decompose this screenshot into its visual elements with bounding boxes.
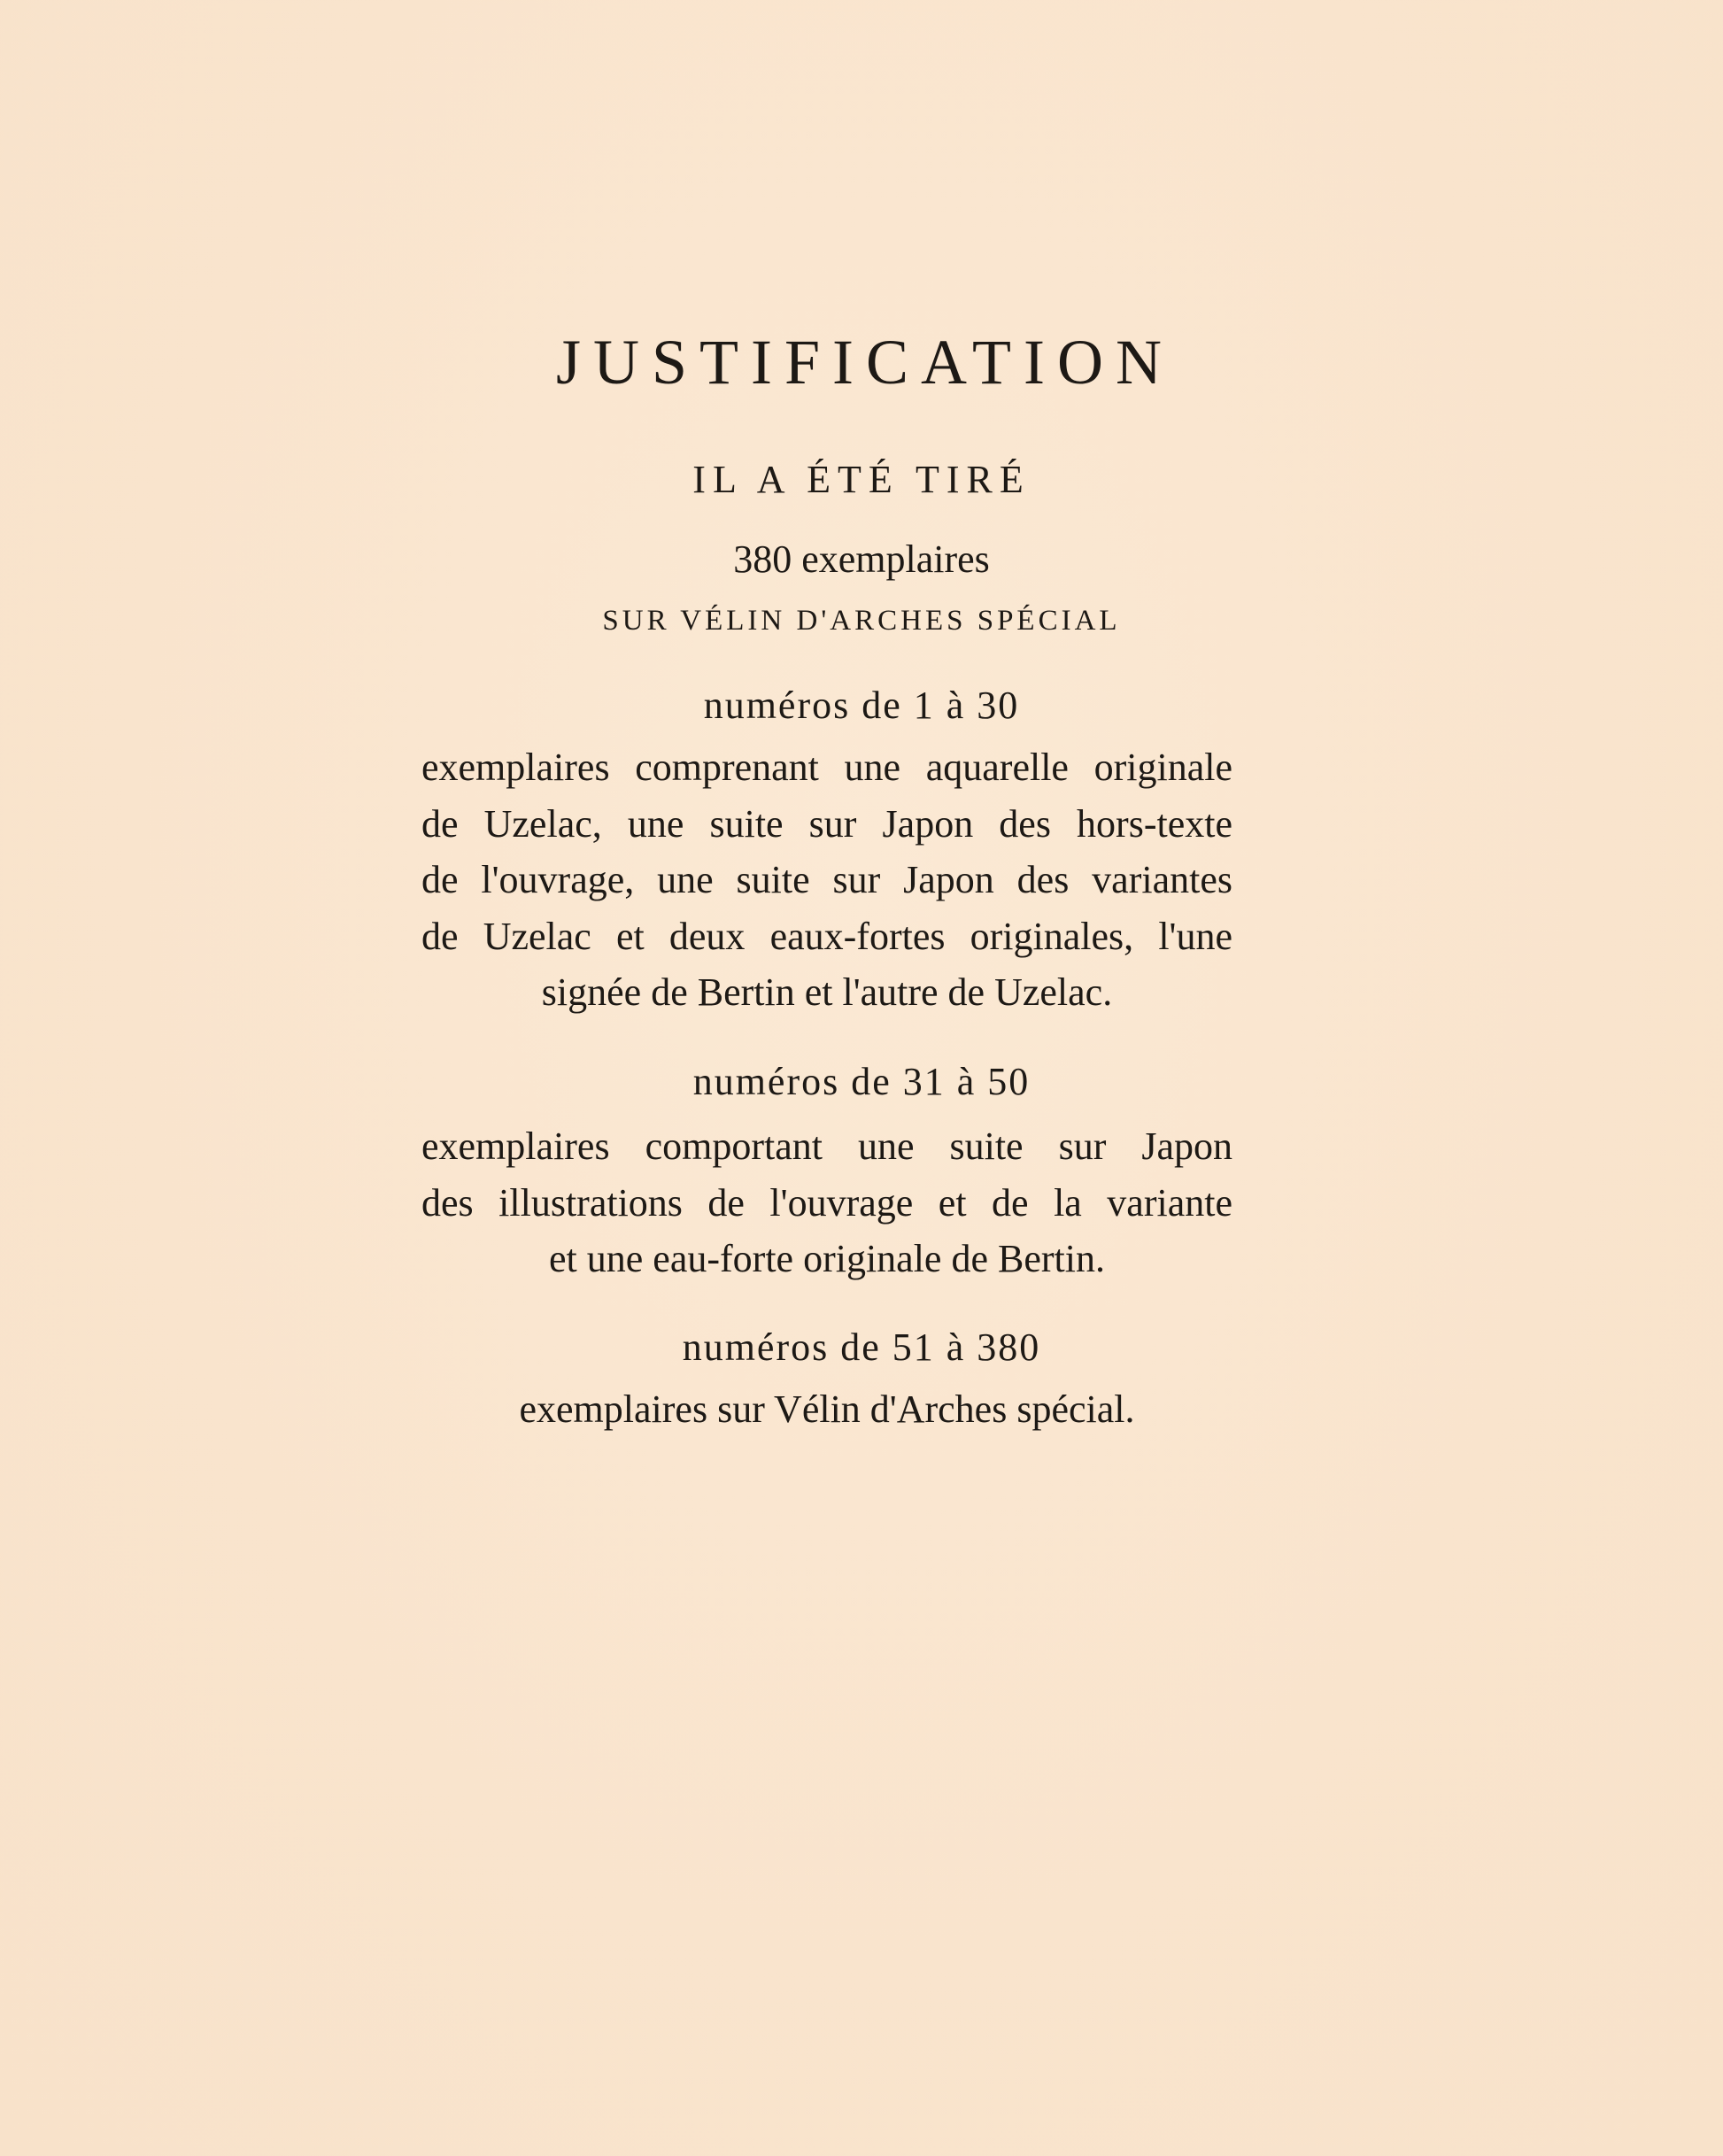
section-range: numéros de 51 à 380 bbox=[682, 1325, 1041, 1369]
section-range: numéros de 31 à 50 bbox=[692, 1060, 1031, 1103]
page-title: JUSTIFICATION bbox=[555, 327, 1175, 398]
section-description bbox=[421, 1381, 1232, 1438]
section-description bbox=[421, 739, 1232, 1021]
section-range: numéros de 1 à 30 bbox=[703, 684, 1020, 727]
description-line: de l'ouvrage, une suite sur Japon des variantes bbox=[421, 858, 1232, 901]
description-line: de Uzelac et deux eaux-fortes originales, l'une bbox=[421, 914, 1232, 958]
total-copies: 380 exemplaires bbox=[733, 537, 990, 581]
section-description bbox=[421, 1118, 1232, 1287]
description-line: exemplaires comprenant une aquarelle originale bbox=[421, 746, 1232, 789]
description-line: signée de Bertin et l'autre de Uzelac. bbox=[541, 970, 1113, 1014]
description-line: exemplaires sur Vélin d'Arches spécial. bbox=[519, 1387, 1135, 1431]
paper-type: SUR VÉLIN D'ARCHES SPÉCIAL bbox=[602, 605, 1121, 637]
print-run-heading: IL A ÉTÉ TIRÉ bbox=[692, 458, 1031, 501]
description-line: exemplaires comportant une suite sur Japon bbox=[421, 1124, 1232, 1168]
description-line: des illustrations de l'ouvrage et de la variante bbox=[421, 1180, 1232, 1225]
description-line: de Uzelac, une suite sur Japon des hors-texte bbox=[421, 801, 1232, 846]
description-line: et une eau-forte originale de Bertin. bbox=[549, 1237, 1105, 1280]
